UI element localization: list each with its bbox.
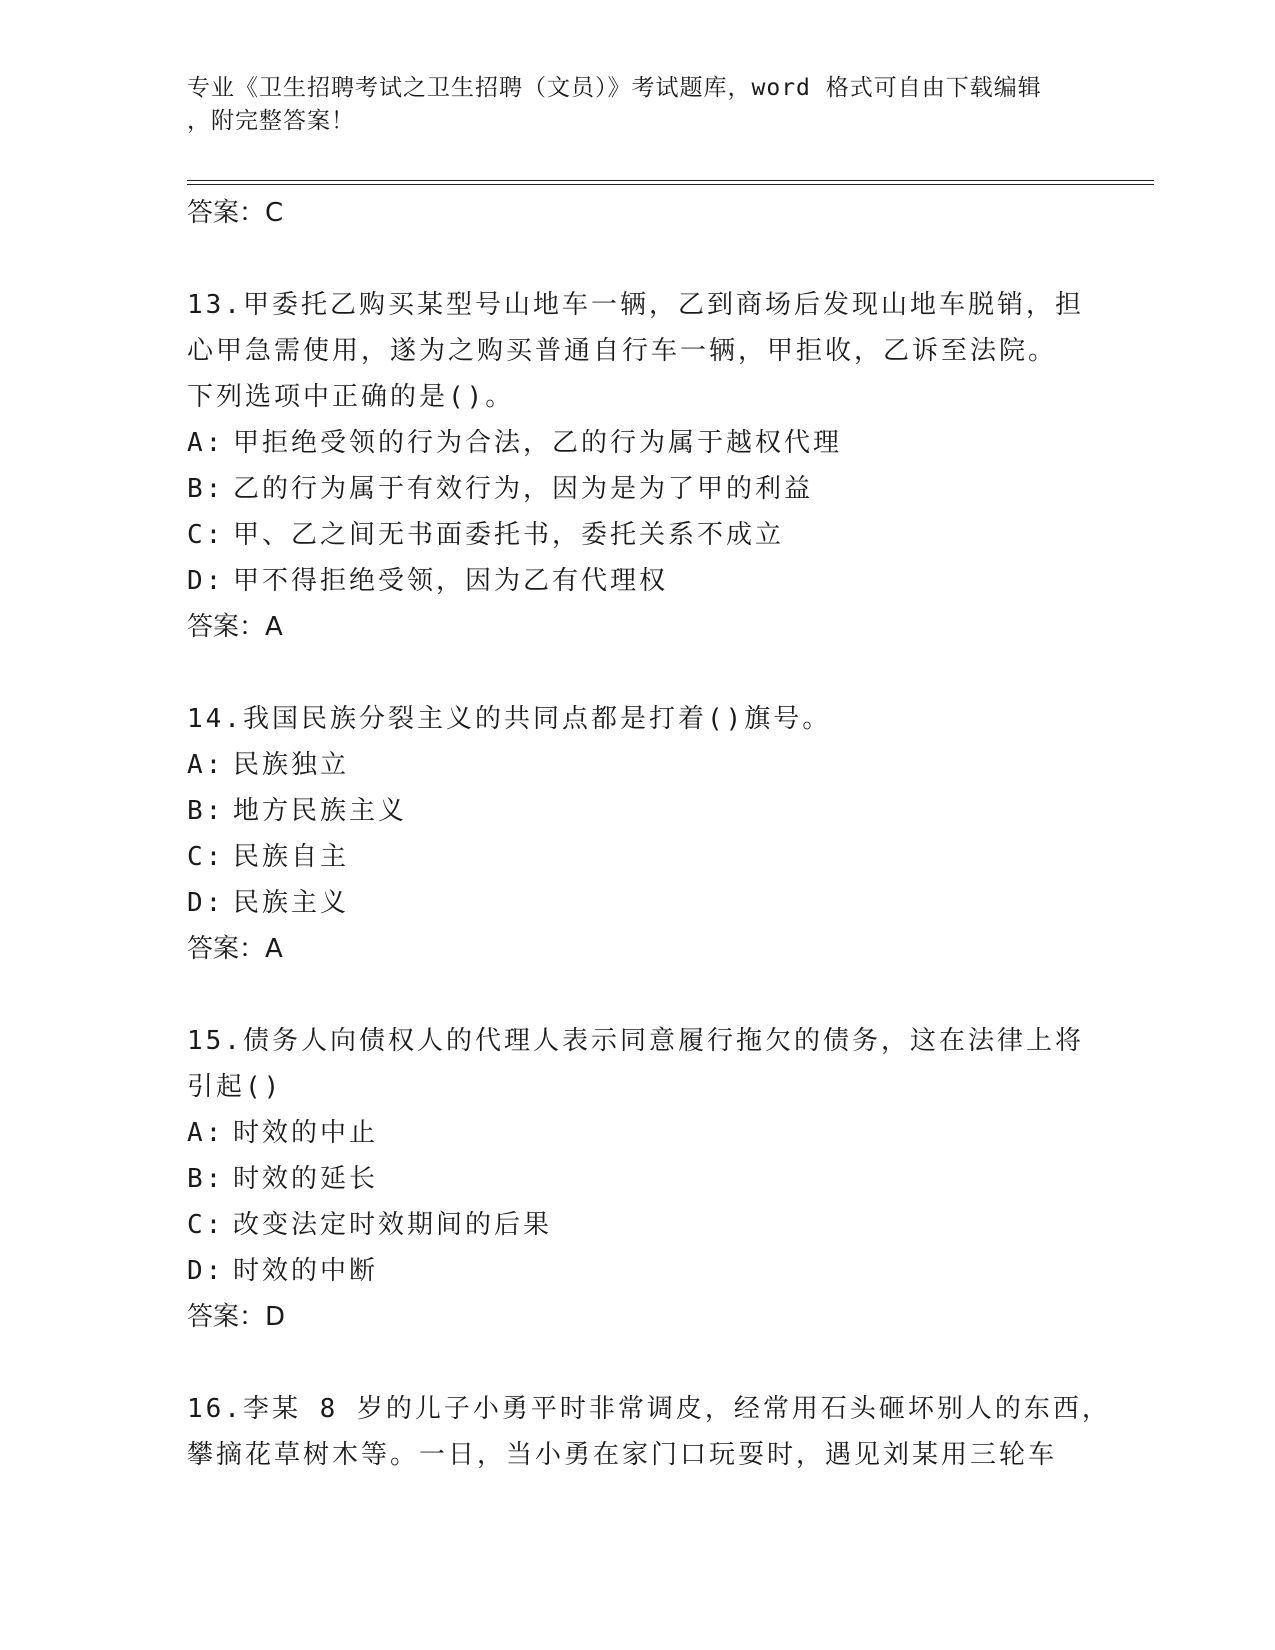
question-text-line: 攀摘花草树木等。一日，当小勇在家门口玩耍时，遇见刘某用三轮车 <box>187 1440 1058 1470</box>
option-text: 时效的中断 <box>233 1256 379 1286</box>
option-c <box>187 1202 1087 1248</box>
header-divider-top <box>187 180 1154 181</box>
option-text: 时效的延长 <box>233 1164 379 1194</box>
option-text: 地方民族主义 <box>233 796 408 826</box>
question-text-line: 16.李某 8 岁的儿子小勇平时非常调皮，经常用石头砸坏别人的东西， <box>187 1394 1111 1424</box>
answer-label: 答案：C <box>187 198 284 228</box>
option-a <box>187 420 1087 466</box>
question-13 <box>187 282 1087 650</box>
document-header <box>187 72 1087 138</box>
option-key: C: <box>187 1210 225 1240</box>
question-text-line: 下列选项中正确的是()。 <box>187 382 515 412</box>
option-key: D: <box>187 566 225 596</box>
option-b <box>187 466 1087 512</box>
question-list <box>187 190 1111 1478</box>
option-key: D: <box>187 888 225 918</box>
option-text: 民族主义 <box>233 888 350 918</box>
option-a <box>187 1110 1087 1156</box>
answer-label: 答案：D <box>187 1302 286 1332</box>
header-divider-bottom <box>187 184 1154 185</box>
question-16 <box>187 1386 1111 1478</box>
option-key: B: <box>187 796 225 826</box>
answer-label: 答案：A <box>187 612 283 642</box>
option-text: 改变法定时效期间的后果 <box>233 1210 553 1240</box>
question-text-line: 15.债务人向债权人的代理人表示同意履行拖欠的债务，这在法律上将 <box>187 1026 1084 1056</box>
option-text: 乙的行为属于有效行为，因为是为了甲的利益 <box>233 474 814 504</box>
option-text: 甲不得拒绝受领，因为乙有代理权 <box>233 566 669 596</box>
option-c <box>187 834 1087 880</box>
option-b <box>187 788 1087 834</box>
option-text: 民族独立 <box>233 750 350 780</box>
option-key: D: <box>187 1256 225 1286</box>
option-key: A: <box>187 428 225 458</box>
option-text: 民族自主 <box>233 842 350 872</box>
option-text: 甲拒绝受领的行为合法，乙的行为属于越权代理 <box>233 428 843 458</box>
option-key: C: <box>187 842 225 872</box>
option-d <box>187 1248 1087 1294</box>
option-text: 时效的中止 <box>233 1118 379 1148</box>
option-text: 甲、乙之间无书面委托书，委托关系不成立 <box>233 520 785 550</box>
question-text-line: 13.甲委托乙购买某型号山地车一辆，乙到商场后发现山地车脱销，担 <box>187 290 1084 320</box>
option-d <box>187 880 1087 926</box>
option-key: A: <box>187 750 225 780</box>
option-key: B: <box>187 474 225 504</box>
question-text-line: 引起() <box>187 1072 283 1102</box>
header-line-2: ，附完整答案！ <box>187 108 355 134</box>
option-b <box>187 1156 1087 1202</box>
question-14 <box>187 696 1087 972</box>
option-key: A: <box>187 1118 225 1148</box>
answer-label: 答案：A <box>187 934 283 964</box>
question-15 <box>187 1018 1087 1340</box>
header-line-1: 专业《卫生招聘考试之卫生招聘（文员）》考试题库，word 格式可自由下载编辑 <box>187 75 1042 101</box>
option-a <box>187 742 1087 788</box>
question-text-line: 14.我国民族分裂主义的共同点都是打着()旗号。 <box>187 704 832 734</box>
question-text-line: 心甲急需使用，遂为之购买普通自行车一辆，甲拒收，乙诉至法院。 <box>187 336 1058 366</box>
option-key: B: <box>187 1164 225 1194</box>
option-d <box>187 558 1087 604</box>
option-c <box>187 512 1087 558</box>
option-key: C: <box>187 520 225 550</box>
